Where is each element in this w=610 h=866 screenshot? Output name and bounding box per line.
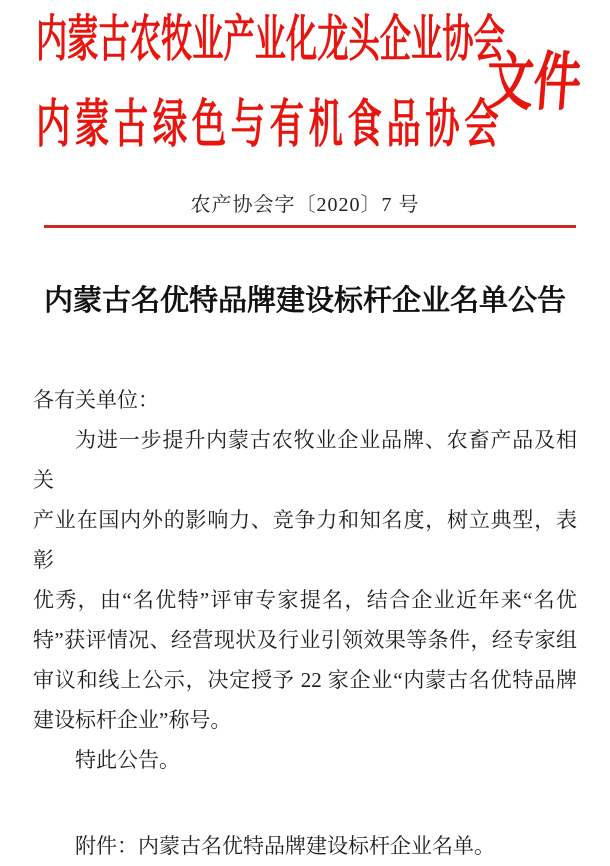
attachment-note: 附件：内蒙古名优特品牌建设标杆企业名单。 [75, 834, 495, 858]
closing-statement: 特此公告。 [75, 748, 180, 772]
letterhead-org-line1: 内蒙古农牧业产业化龙头企业协会 [36, 11, 505, 67]
paragraph-line-2: 产业在国内外的影响力、竞争力和知名度，树立典型，表彰 [33, 508, 577, 572]
paragraph-line-5: 审议和线上公示，决定授予 22 家企业“内蒙古名优特品牌 [33, 668, 577, 692]
paragraph-line-6: 建设标杆企业”称号。 [33, 708, 232, 732]
paragraph-line-1: 为进一步提升内蒙古农牧业企业品牌、农畜产品及相关 [33, 428, 577, 492]
document-body [33, 380, 577, 866]
letterhead-org-line2: 内蒙古绿色与有机食品协会 [36, 97, 504, 154]
letterhead-doc-type: 文件 [483, 47, 584, 118]
document-title: 内蒙古名优特品牌建设标杆企业名单公告 [43, 285, 566, 317]
letterhead-divider-rule [44, 225, 576, 228]
paragraph-line-3: 优秀，由“名优特”评审专家提名，结合企业近年来“名优 [33, 588, 577, 612]
salutation: 各有关单位： [33, 388, 159, 412]
doc-number: 农产协会字〔2020〕7 号 [190, 194, 420, 216]
paragraph-line-4: 特”获评情况、经营现状及行业引领效果等条件，经专家组 [33, 628, 577, 652]
